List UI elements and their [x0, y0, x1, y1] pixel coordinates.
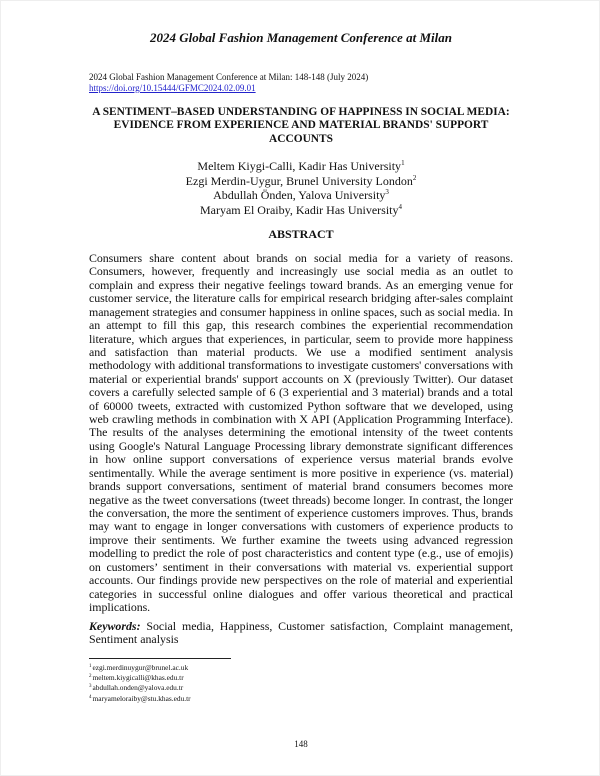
author-line [89, 174, 513, 189]
footnote-email: abdullah.onden@yalova.edu.tr [92, 683, 184, 693]
keywords-paragraph [89, 620, 513, 647]
author-name: Ezgi Merdin-Uygur, Brunel University London [185, 173, 413, 188]
citation-line: 2024 Global Fashion Management Conference at Milan: 148-148 (July 2024) [89, 72, 369, 82]
doi-link[interactable]: https://doi.org/10.15444/GFMC2024.02.09.01 [89, 83, 256, 93]
footnotes [89, 663, 191, 704]
footnote-divider [89, 658, 231, 659]
author-line [89, 203, 513, 218]
footnote-email: meltem.kiygicalli@khas.edu.tr [92, 673, 184, 683]
author-line [89, 159, 513, 174]
conference-header: 2024 Global Fashion Management Conference at Milan [150, 30, 452, 45]
author-name: Maryam El Oraiby, Kadir Has University [199, 202, 399, 217]
footnote-item [89, 663, 191, 673]
footnote-number: 3 [89, 684, 92, 690]
footnote-marker: 1 [401, 159, 405, 167]
citation-block [89, 72, 368, 94]
keywords-label: Keywords: [89, 619, 141, 633]
footnote-marker: 2 [412, 173, 417, 182]
footnote-marker: 4 [398, 202, 402, 211]
footnote-item [89, 683, 191, 693]
footnote-number: 4 [89, 694, 92, 700]
footnote-marker: 3 [385, 188, 389, 196]
author-list [89, 159, 513, 217]
footnote-item [89, 673, 191, 683]
abstract-text: Consumers share content about brands on social media for a variety of reasons. Consumers, however, frequently and increasingly use social media as an outlet to complain and express their negative feelings toward brands. As an emerging venue for customer service, the literature calls for empirical research bridging after-sales complaint management strategies and consumer happiness in online spaces, such as social media. In an attempt to fill this gap, this research combines the experiential recommendation literature, which argues that experiences, in particular, seem to provide more happiness and satisfaction than material products. We use a modified sentiment analysis methodology with additional transformations to investigate customers' conversations with material or experiential brands' support accounts on X (previously Twitter). Our dataset covers a carefully selected sample of 6 (3 experiential and 3 material) brands and a total of 60000 tweets, extracted with customized Python software that we developed, using web crawling methods in combination with X API (Application Programming Interface). The results of the analyses determining the emotional intensity of the tweet contents using Google's Natural Language Processing library demonstrate significant differences in how online support conversations of experience versus material brands evolve sentimentally. While the average sentiment is more positive in experience (vs. material) brands support conversations, sentiment of material brand consumers becomes more negative as the tweet conversations (tweet threads) become longer. In contrast, the longer the conversation, the more the sentiment of experience customers improves. Thus, brands may want to engage in longer conversations with customers of experience products to improve their sentiments. We further examine the tweets using advanced regression modelling to predict the role of post characteristics and content type (e.g., use of emojis) on customers’ sentiment in their conversations with material vs. experiential support accounts. Our findings provide new perspectives on the role of material and experiential categories in successful online dialogues and offer various theoretical and practical implications. [89, 251, 513, 614]
abstract-heading: ABSTRACT [268, 227, 334, 241]
footnote-number: 1 [89, 664, 92, 669]
footnote-number: 2 [89, 674, 92, 680]
footnote-item [89, 694, 191, 704]
author-line [89, 188, 513, 203]
paper-title: A SENTIMENT–BASED UNDERSTANDING OF HAPPINESS IN SOCIAL MEDIA: EVIDENCE FROM EXPERIENCE AND MATERIAL BRANDS' SUPPORT ACCOUNTS [92, 106, 510, 145]
page-number: 148 [294, 739, 308, 749]
author-name: Meltem Kiygi-Calli, Kadir Has University [197, 159, 402, 173]
footnote-email: ezgi.merdinuygur@brunel.ac.uk [92, 663, 189, 672]
footnote-email: maryameloraiby@stu.khas.edu.tr [92, 693, 191, 703]
keywords-list: Social media, Happiness, Customer satisfaction, Complaint management, Sentiment analysis [89, 619, 513, 647]
author-name: Abdullah Önden, Yalova University [213, 188, 386, 202]
